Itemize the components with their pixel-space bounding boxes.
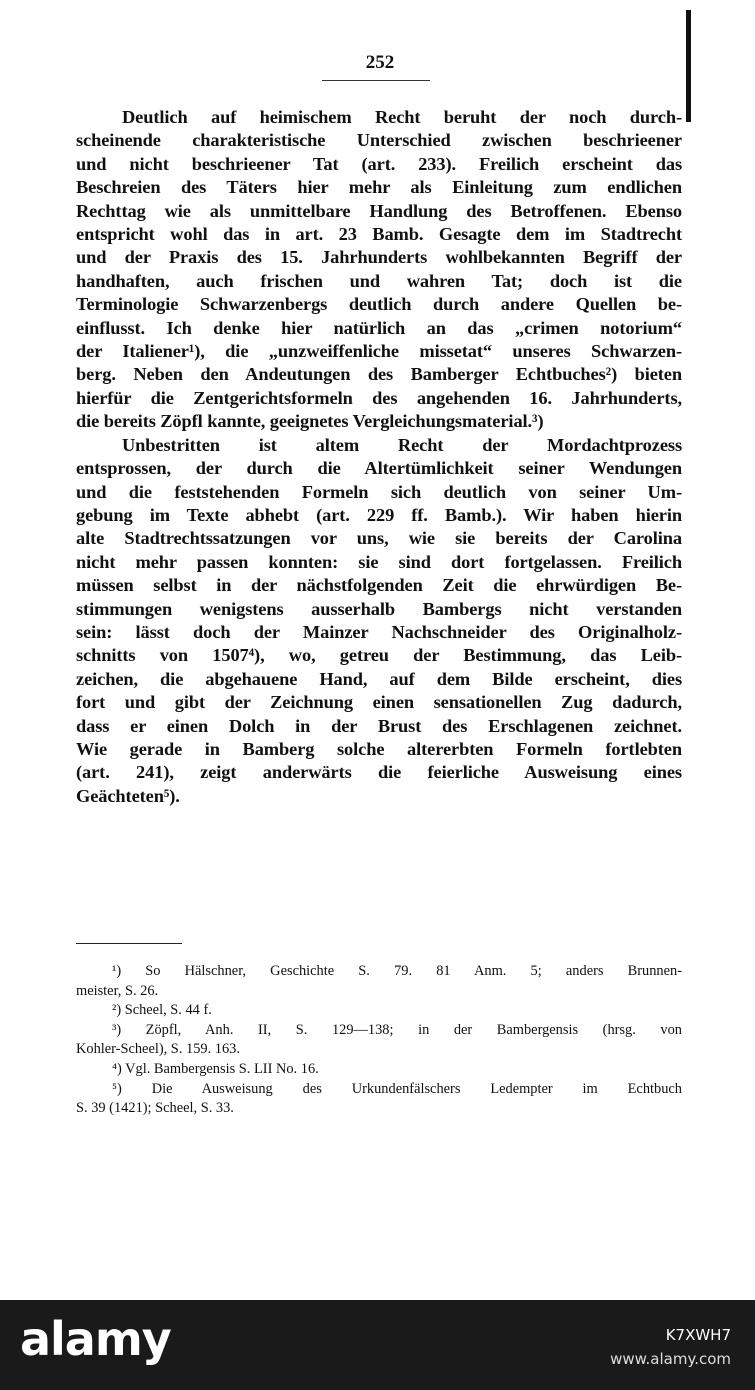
footnote-line: ⁵) Die Ausweisung des Urkundenfälschers Ledempter im Echtbuch: [112, 1080, 682, 1097]
text-line: zeichen, die abgehauene Hand, auf dem Bilde erscheint, dies: [76, 668, 682, 689]
watermark-url: www.alamy.com: [610, 1350, 731, 1368]
text-line: Terminologie Schwarzenbergs deutlich durch andere Quellen be-: [76, 294, 682, 315]
footnote-line: meister, S. 26.: [76, 982, 159, 999]
watermark-info: [610, 1326, 731, 1368]
text-line: Unbestritten ist altem Recht der Mordachtprozess: [122, 434, 682, 455]
text-line: schnitts von 1507⁴), wo, getreu der Bestimmung, das Leib-: [76, 645, 682, 666]
text-line: die bereits Zöpfl kannte, geeignetes Vergleichungsmaterial.³): [76, 411, 544, 432]
paragraph-2: [76, 434, 682, 809]
text-line: und die feststehenden Formeln sich deutlich von seiner Um-: [76, 481, 682, 502]
page-number: 252: [365, 52, 395, 73]
watermark-image-id: K7XWH7: [665, 1326, 731, 1344]
text-line: Rechttag wie als unmittelbare Handlung des Betroffenen. Ebenso: [76, 200, 682, 221]
footnote-3: [76, 1021, 682, 1060]
text-line: nicht mehr passen konnten: sie sind dort fortgelassen. Freilich: [76, 551, 682, 572]
text-line: einflusst. Ich denke hier natürlich an das „crimen notorium“: [76, 317, 682, 338]
footnote-line: ³) Zöpfl, Anh. II, S. 129—138; in der Bambergensis (hrsg. von: [112, 1021, 682, 1038]
text-line: Beschreien des Täters hier mehr als Einleitung zum endlichen: [76, 177, 682, 198]
paragraph-1: [76, 106, 682, 434]
text-line: müssen selbst in der nächstfolgenden Zeit die ehrwürdigen Be-: [76, 575, 682, 596]
text-line: stimmungen wenigstens ausserhalb Bambergs nicht verstanden: [76, 598, 682, 619]
page-edge-mark: [686, 10, 691, 122]
text-line: berg. Neben den Andeutungen des Bamberger Echtbuches²) bieten: [76, 364, 682, 385]
footnote-rule: [76, 943, 182, 944]
footnotes: [76, 962, 682, 1119]
watermark-footer: [0, 1300, 755, 1390]
text-line: sein: lässt doch der Mainzer Nachschneider des Originalholz-: [76, 621, 682, 642]
text-line: hierfür die Zentgerichtsformeln des angehenden 16. Jahrhunderts,: [76, 387, 682, 408]
text-line: Geächteten⁵).: [76, 785, 180, 806]
text-line: Wie gerade in Bamberg solche altererbten Formeln fortlebten: [76, 738, 682, 759]
text-line: entsprossen, der durch die Altertümlichkeit seiner Wendungen: [76, 458, 682, 479]
text-line: dass er einen Dolch in der Brust des Erschlagenen zeichnet.: [76, 715, 682, 736]
text-line: gebung im Texte abhebt (art. 229 ff. Bamb.). Wir haben hierin: [76, 504, 682, 525]
footnote-5: [76, 1080, 682, 1119]
footnote-1: [76, 962, 682, 1001]
page-number-rule: [322, 80, 430, 81]
footnote-line: S. 39 (1421); Scheel, S. 33.: [76, 1100, 234, 1117]
footnote-2: [76, 1001, 682, 1021]
footnote-line: ⁴) Vgl. Bambergensis S. LII No. 16.: [112, 1060, 319, 1077]
text-line: Deutlich auf heimischem Recht beruht der noch durch-: [122, 107, 682, 127]
text-line: der Italiener¹), die „unzweiffenliche missetat“ unseres Schwarzen-: [76, 341, 682, 362]
text-line: handhaften, auch frischen und wahren Tat; doch ist die: [76, 270, 682, 291]
text-line: fort und gibt der Zeichnung einen sensationellen Zug dadurch,: [76, 692, 682, 713]
footnote-4: [76, 1060, 682, 1080]
text-line: alte Stadtrechtssatzungen vor uns, wie sie bereits der Carolina: [76, 528, 682, 549]
footnote-line: ¹) So Hälschner, Geschichte S. 79. 81 Anm. 5; anders Brunnen-: [112, 963, 682, 979]
footnote-line: ²) Scheel, S. 44 f.: [112, 1002, 212, 1019]
body-text: [76, 106, 682, 808]
watermark-logo: alamy: [20, 1312, 171, 1366]
text-line: entspricht wohl das in art. 23 Bamb. Gesagte dem im Stadtrecht: [76, 224, 682, 245]
text-line: und der Praxis des 15. Jahrhunderts wohlbekannten Begriff der: [76, 247, 682, 268]
text-line: (art. 241), zeigt anderwärts die feierliche Ausweisung eines: [76, 762, 682, 783]
text-line: scheinende charakteristische Unterschied zwischen beschrieener: [76, 130, 682, 151]
footnote-line: Kohler-Scheel), S. 159. 163.: [76, 1041, 240, 1058]
text-line: und nicht beschrieener Tat (art. 233). Freilich erscheint das: [76, 153, 682, 174]
